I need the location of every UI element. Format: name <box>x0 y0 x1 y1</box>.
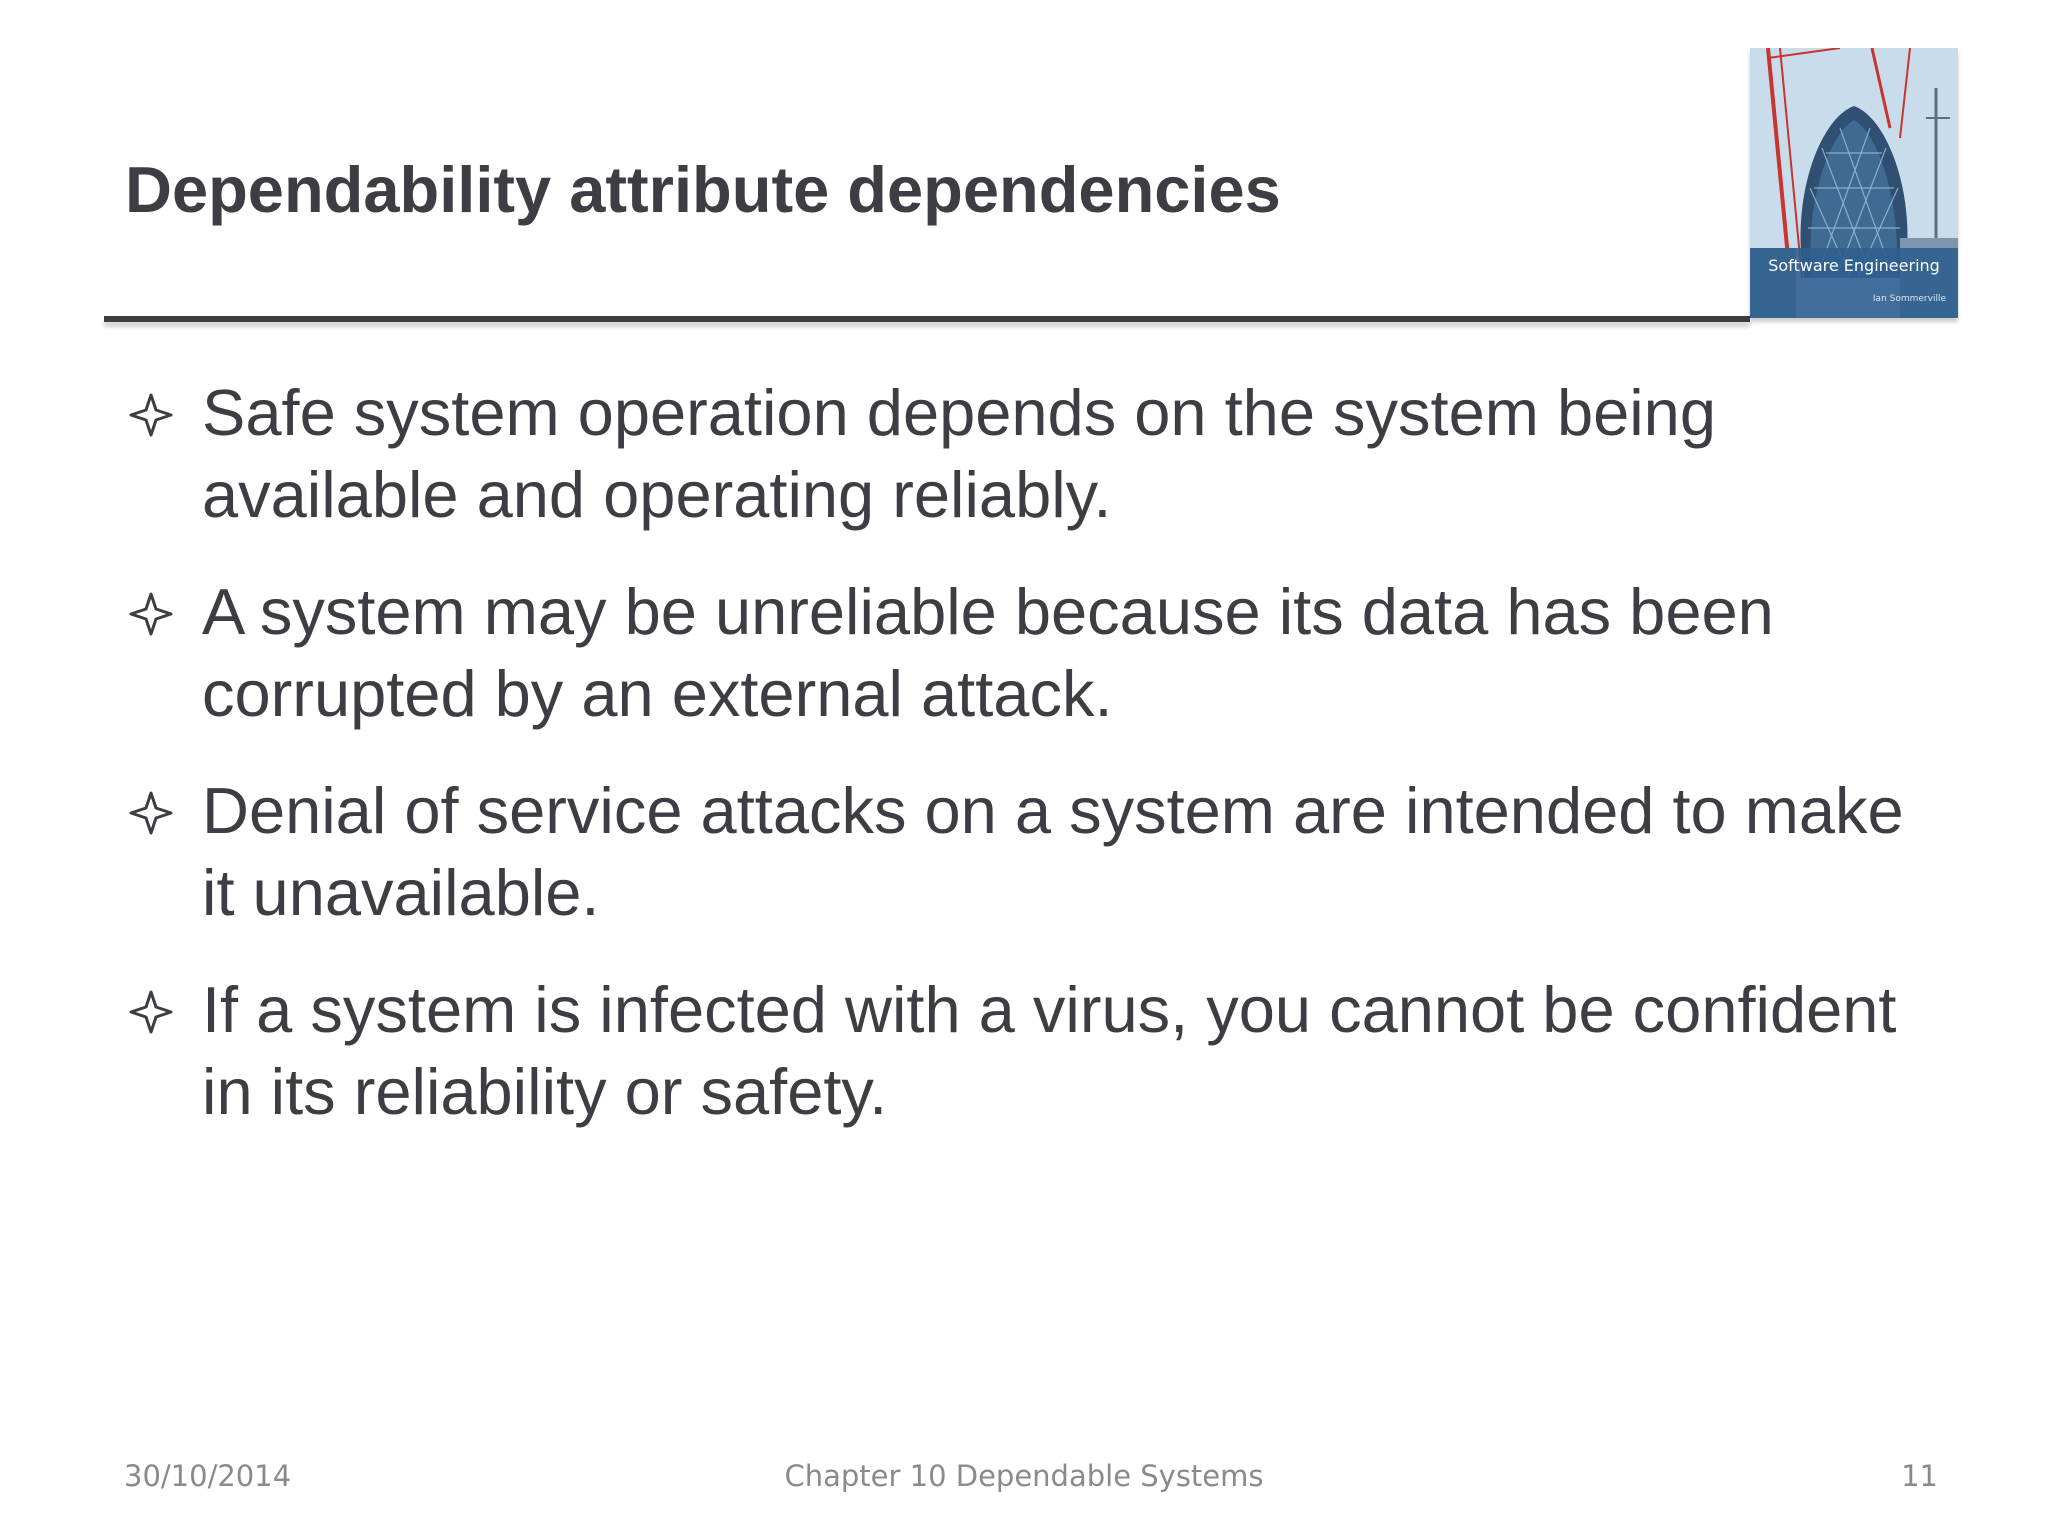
book-cover-author: Ian Sommerville <box>1872 294 1946 304</box>
bullet-text: A system may be unreliable because its data has been corrupted by an external attack. <box>202 575 1774 730</box>
footer-page-number: 11 <box>1901 1459 1938 1493</box>
four-point-star-icon <box>129 791 173 835</box>
bullet-item <box>125 969 1905 1133</box>
gherkin-building-illustration <box>1750 48 1958 318</box>
bullet-item <box>125 372 1905 536</box>
bullet-text: Safe system operation depends on the system being available and operating reliably. <box>202 376 1716 531</box>
bullet-list <box>125 372 1905 1168</box>
bullet-item <box>125 770 1905 934</box>
book-cover-title: Software Engineering <box>1768 256 1940 275</box>
bullet-item <box>125 571 1905 735</box>
bullet-text: If a system is infected with a virus, you cannot be confident in its reliability or safety. <box>202 973 1897 1128</box>
book-cover-image <box>1750 48 1958 318</box>
footer-date: 30/10/2014 <box>124 1459 292 1493</box>
four-point-star-icon <box>129 592 173 636</box>
four-point-star-icon <box>129 990 173 1034</box>
bullet-text: Denial of service attacks on a system are intended to make it unavailable. <box>202 774 1904 929</box>
title-divider <box>104 316 1750 322</box>
footer-chapter: Chapter 10 Dependable Systems <box>784 1459 1264 1493</box>
four-point-star-icon <box>129 393 173 437</box>
slide-title: Dependability attribute dependencies <box>125 153 1281 226</box>
